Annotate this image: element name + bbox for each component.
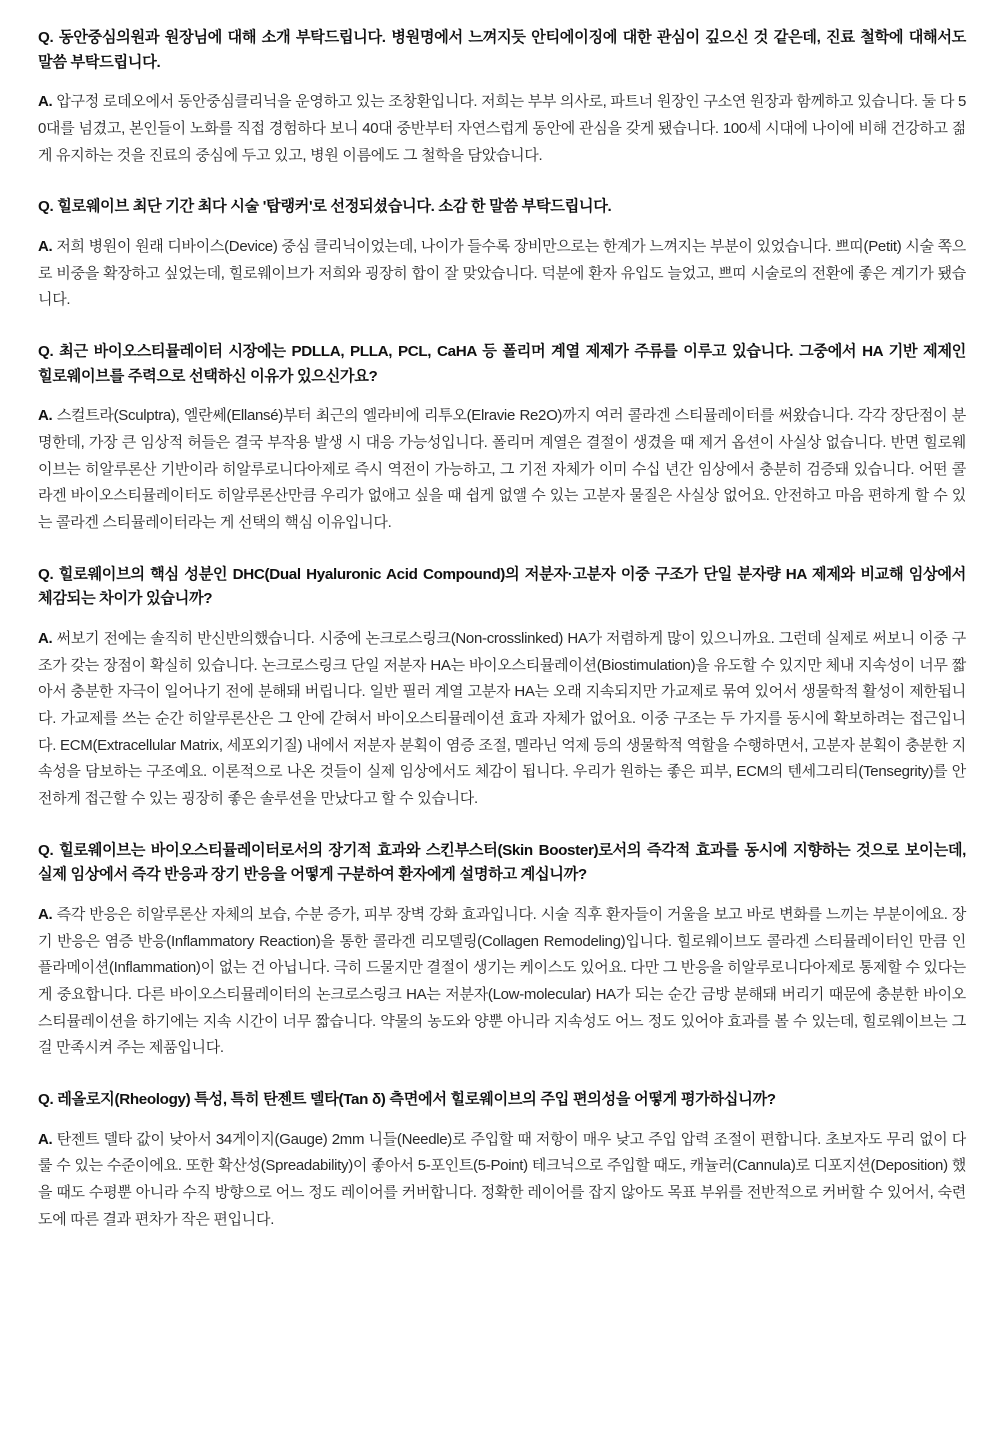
answer-marker: A. [38, 93, 53, 111]
answer-marker: A. [38, 237, 53, 255]
question-text: 힐로웨이브의 핵심 성분인 DHC(Dual Hyaluronic Acid Compound)의 저분자·고분자 이중 구조가 단일 분자량 HA 제제와 비교해 임상에서 체감되는 차이가 있습니까? [38, 565, 966, 608]
question-paragraph [38, 1088, 966, 1113]
question-marker: Q. [38, 841, 54, 859]
question-paragraph [38, 340, 966, 389]
question-text: 동안중심의원과 원장님에 대해 소개 부탁드립니다. 병원명에서 느껴지듯 안티에이징에 대한 관심이 깊으신 것 같은데, 진료 철학에 대해서도 말씀 부탁드립니다. [38, 29, 966, 71]
answer-marker: A. [38, 629, 53, 647]
question-marker: Q. [38, 343, 54, 360]
question-marker: Q. [38, 198, 54, 216]
answer-text: 즉각 반응은 히알루론산 자체의 보습, 수분 증가, 피부 장벽 강화 효과입니다. 시술 직후 환자들이 거울을 보고 바로 변화를 느끼는 부분이에요. 장기 반응은 염증 반응(Inflammatory Reaction)을 통한 콜라겐 리모델링(Collagen Remodeling)입니다. 힐로웨이브도 콜라겐 스티뮬레이터인 만큼 인플라메이션(Inflammation)이 없는 건 아닙니다. 극히 드물지만 결절이 생기는 케이스도 있어요. 다만 그 반응을 히알루로니다아제로 통제할 수 있다는 게 중요합니다. 다른 바이오스티뮬레이터의 논크로스링크 HA는 저분자(Low-molecular) HA가 되는 순간 금방 분해돼 버리기 때문에 충분한 바이오스티뮬레이션을 하기에는 지속 시간이 너무 짧습니다. 약물의 농도와 양뿐 아니라 지속성도 어느 정도 있어야 효과를 볼 수 있는데, 힐로웨이브는 그걸 만족시켜 주는 제품입니다. [38, 906, 967, 1057]
answer-paragraph [38, 1127, 966, 1234]
qa-block [38, 839, 966, 1062]
answer-text: 탄젠트 델타 값이 낮아서 34게이지(Gauge) 2mm 니들(Needle)로 주입할 때 저항이 매우 낮고 주입 압력 조절이 편합니다. 초보자도 무리 없이 다룰 수 있는 수준이에요. 또한 확산성(Spreadability)이 좋아서 5-포인트(5-Point) 테크닉으로 주입할 때도, 캐뉼러(Cannula)로 디포지션(Deposition) 했을 때도 수평뿐 아니라 수직 방향으로 어느 정도 레이어를 커버합니다. 정확한 레이어를 잡지 않아도 목표 부위를 전반적으로 커버할 수 있어서, 숙련도에 따른 결과 편차가 작은 편입니다. [38, 1130, 966, 1228]
question-paragraph [38, 195, 966, 220]
question-paragraph [38, 839, 966, 888]
answer-paragraph [38, 89, 966, 169]
answer-paragraph [38, 626, 966, 813]
answer-marker: A. [38, 1130, 53, 1148]
question-marker: Q. [38, 565, 54, 583]
answer-marker: A. [38, 407, 53, 425]
answer-text: 스컬트라(Sculptra), 엘란쎄(Ellansé)부터 최근의 엘라비에 리투오(Elravie Re2O)까지 여러 콜라겐 스티뮬레이터를 써왔습니다. 각각 장단점이 분명한데, 가장 큰 임상적 허들은 결국 부작용 발생 시 대응 가능성입니다. 폴리머 계열은 결절이 생겼을 때 제거 옵션이 사실상 없습니다. 반면 힐로웨이브는 히알루론산 기반이라 히알루로니다아제로 즉시 역전이 가능하고, 그 기전 자체가 이미 수십 년간 임상에서 충분히 검증돼 있습니다. 어떤 콜라겐 바이오스티뮬레이터도 히알루론산만큼 우리가 없애고 싶을 때 쉽게 없앨 수 있는 고분자 물질은 사실상 없어요. 안전하고 마음 편하게 할 수 있는 콜라겐 스티뮬레이터라는 게 선택의 핵심 이유입니다. [38, 407, 966, 531]
answer-paragraph [38, 234, 966, 314]
qa-block [38, 195, 966, 314]
question-text: 레올로지(Rheology) 특성, 특히 탄젠트 델타(Tan δ) 측면에서 힐로웨이브의 주입 편의성을 어떻게 평가하십니까? [57, 1091, 776, 1109]
qa-block [38, 1088, 966, 1233]
answer-text: 압구정 로데오에서 동안중심클리닉을 운영하고 있는 조창환입니다. 저희는 부부 의사로, 파트너 원장인 구소연 원장과 함께하고 있습니다. 둘 다 50대를 넘겼고, 본인들이 노화를 직접 경험하다 보니 40대 중반부터 자연스럽게 동안에 관심을 갖게 됐습니다. 100세 시대에 나이에 비해 건강하고 젊게 유지하는 것을 진료의 중심에 두고 있고, 병원 이름에도 그 철학을 담았습니다. [38, 93, 967, 164]
question-marker: Q. [38, 1091, 54, 1109]
question-marker: Q. [38, 29, 54, 46]
question-text: 최근 바이오스티뮬레이터 시장에는 PDLLA, PLLA, PCL, CaHA 등 폴리머 계열 제제가 주류를 이루고 있습니다. 그중에서 HA 기반 제제인 힐로웨이브를 주력으로 선택하신 이유가 있으신가요? [38, 343, 966, 385]
answer-text: 저희 병원이 원래 디바이스(Device) 중심 클리닉이었는데, 나이가 들수록 장비만으로는 한계가 느껴지는 부분이 있었습니다. 쁘띠(Petit) 시술 쪽으로 비중을 확장하고 싶었는데, 힐로웨이브가 저희와 굉장히 합이 잘 맞았습니다. 덕분에 환자 유입도 늘었고, 쁘띠 시술로의 전환에 좋은 계기가 됐습니다. [38, 237, 966, 309]
qa-block [38, 563, 966, 813]
qa-block [38, 340, 966, 537]
answer-text: 써보기 전에는 솔직히 반신반의했습니다. 시중에 논크로스링크(Non-crosslinked) HA가 저렴하게 많이 있으니까요. 그런데 실제로 써보니 이중 구조가 갖는 장점이 확실히 있습니다. 논크로스링크 단일 저분자 HA는 바이오스티뮬레이션(Biostimulation)을 유도할 수 있지만 체내 지속성이 너무 짧아서 충분한 자극이 일어나기 전에 분해돼 버립니다. 일반 필러 계열 고분자 HA는 오래 지속되지만 가교제로 묶여 있어서 생물학적 활성이 제한됩니다. 가교제를 쓰는 순간 히알루론산은 그 안에 갇혀서 바이오스티뮬레이션 효과 자체가 없어요. 이중 구조는 두 가지를 동시에 확보하려는 접근입니다. ECM(Extracellular Matrix, 세포외기질) 내에서 저분자 분획이 염증 조절, 멜라닌 억제 등의 생물학적 역할을 수행하면서, 고분자 분획이 충분한 지속성을 담보하는 구조예요. 이론적으로 나온 것들이 실제 임상에서도 체감이 됩니다. 우리가 원하는 좋은 피부, ECM의 텐세그리티(Tensegrity)를 안전하게 접근할 수 있는 굉장히 좋은 솔루션을 만났다고 할 수 있습니다. [38, 629, 966, 808]
answer-marker: A. [38, 906, 53, 923]
qa-block [38, 26, 966, 169]
question-paragraph [38, 563, 966, 612]
answer-paragraph [38, 902, 966, 1062]
question-text: 힐로웨이브는 바이오스티뮬레이터로서의 장기적 효과와 스킨부스터(Skin Booster)로서의 즉각적 효과를 동시에 지향하는 것으로 보이는데, 실제 임상에서 즉각 반응과 장기 반응을 어떻게 구분하여 환자에게 설명하고 계십니까? [38, 841, 967, 884]
question-text: 힐로웨이브 최단 기간 최다 시술 '탑랭커'로 선정되셨습니다. 소감 한 말씀 부탁드립니다. [57, 198, 612, 216]
answer-paragraph [38, 403, 966, 536]
question-paragraph [38, 26, 966, 75]
